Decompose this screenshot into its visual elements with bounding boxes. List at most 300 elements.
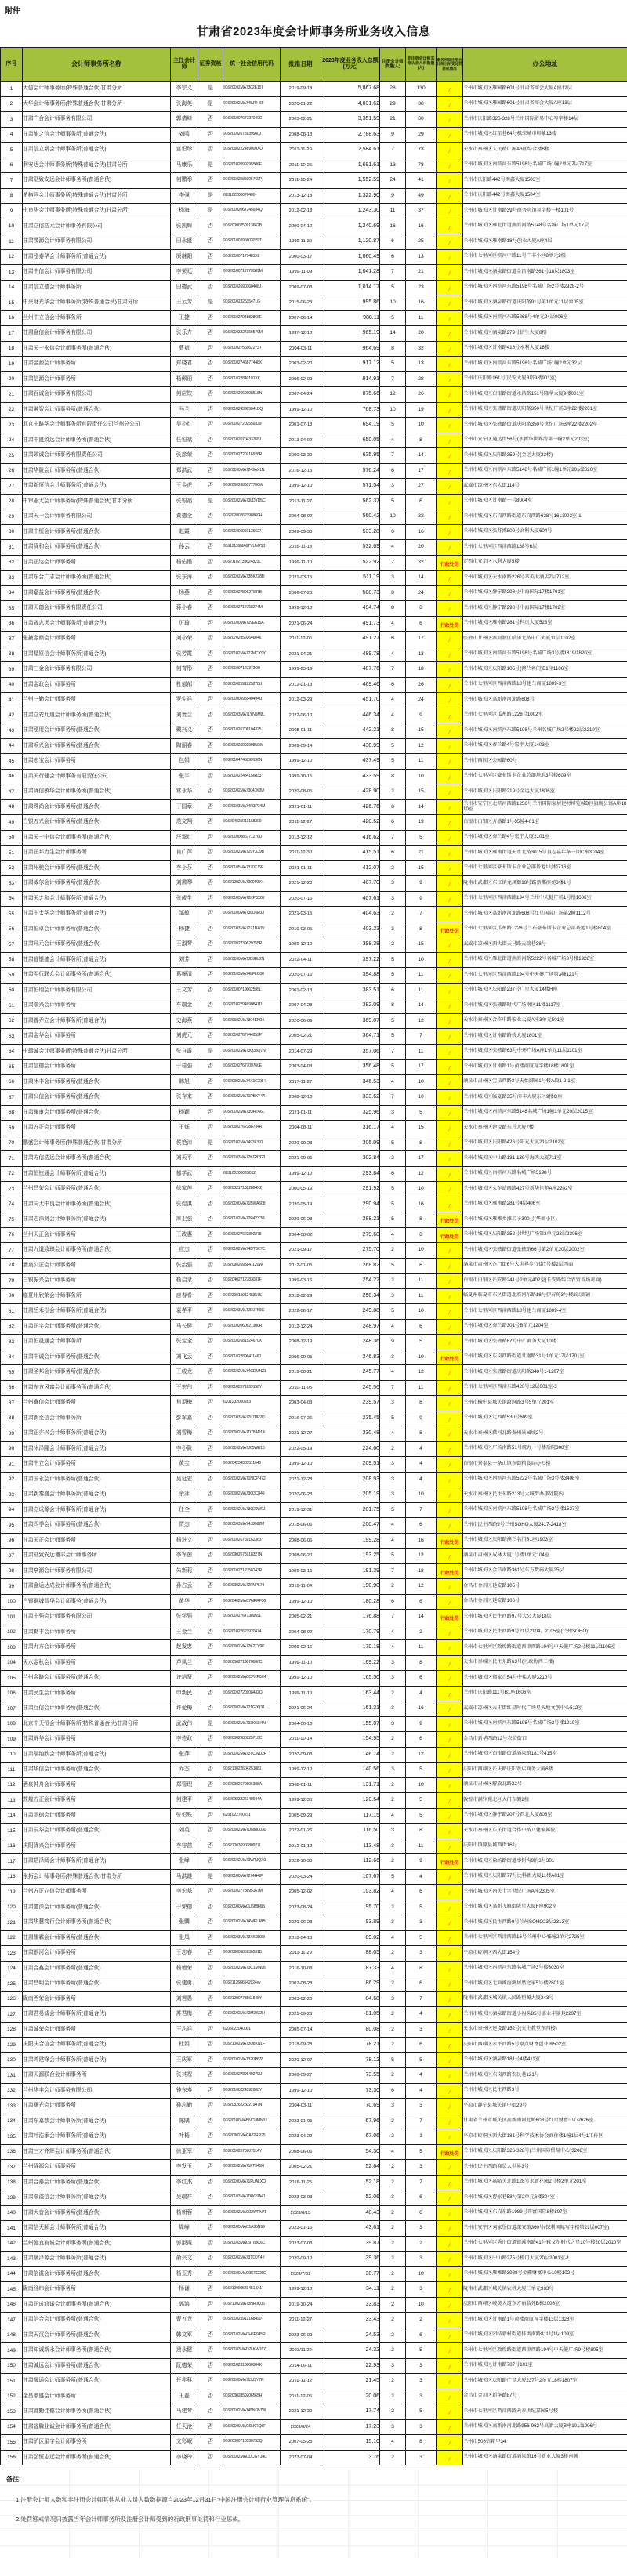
table-cell: 甘肃省志远会计师事务所(普通合伙) [23,616,171,632]
table-cell: 45 [1,754,23,770]
table-cell: 101 [1,1610,23,1625]
table-cell: 8 [380,998,406,1014]
penalty-cell: 行政处罚 [437,1610,463,1625]
table-cell: 2021-12-30 [281,2404,321,2420]
table-cell: 91620102690390850W [223,738,281,754]
table-cell: 陇南市武都区东江镇龙凤街13号路新都滨苑3楼1号 [463,876,627,892]
table-cell: 91620102MA73Q35Q7N [223,1044,281,1060]
table-cell: 41 [1,693,23,708]
penalty-cell: / [437,1732,463,1748]
table-cell: 11 [406,983,437,998]
table-cell: 48.43 [321,2205,380,2221]
table-cell: 兰州市安宁区通达街56号(永新华世界湾第一幢2单元203室) [463,433,627,448]
table-cell: 91620102675907014Y [223,2144,281,2160]
table-cell: 2 [380,1854,406,1870]
penalty-cell: / [437,1671,463,1687]
table-row [1,647,627,662]
table-cell: 2 [380,1243,406,1259]
table-cell: 5 [406,2404,437,2420]
table-cell: 7 [406,1029,437,1045]
table-cell: 2008-06-06 [281,2144,321,2160]
table-row [1,158,627,173]
table-cell: 91620102MA74WEL48B [223,1915,281,1931]
table-cell: 5 [406,2052,437,2068]
table-cell: 张麟 [171,1915,198,1931]
table-cell: 李小芬 [171,860,198,876]
table-cell: 91620102MA722MCX9Y [223,647,281,662]
penalty-cell: / [437,341,463,357]
table-cell: 5 [380,952,406,968]
table-cell: 91620102789649279U [223,2068,281,2084]
table-cell: 于桂强 [171,1060,198,1075]
penalty-cell: / [437,2450,463,2465]
table-cell: 5 [380,310,406,326]
penalty-cell: / [437,830,463,846]
table-cell: 2012-02-18 [281,204,321,219]
table-cell: 否 [198,952,223,968]
note-2: 2.处罚惩戒情况只披露当年会计师事务所及注册会计师受到的行政刑事处罚和行业惩戒。 [16,2516,245,2523]
table-row [1,540,627,556]
table-cell: 92 [1,1472,23,1487]
penalty-cell: / [437,1885,463,1900]
table-cell: 否 [198,983,223,998]
table-cell: 87.33 [321,1961,380,1976]
table-cell: 兰州市城关区南滨河东路5148名城广场1幢1单元20层2015室 [463,1105,627,1121]
table-cell: 2005-09-29 [281,1808,321,1824]
table-cell: 41 [406,173,437,189]
table-cell: 24 [406,585,437,601]
table-cell: 酒泉神舟会计师事务所 [23,1777,171,1793]
table-cell: 2021-01-11 [281,1105,321,1121]
table-cell: 14 [406,799,437,815]
table-cell: 天水市秦州区藉河北路秦州景园城2号 [463,1426,627,1442]
table-cell: 否 [198,2038,223,2053]
table-cell: 91620302MA72FNPL74 [223,1579,281,1595]
table-cell: 1,240.69 [321,219,380,234]
table-cell: 489.78 [321,647,380,662]
penalty-cell: / [437,2404,463,2420]
table-row [1,1426,627,1442]
table-cell: 73.55 [321,2068,380,2084]
column-header: 批准日期 [281,48,321,82]
penalty-cell: / [437,1502,463,1518]
table-cell: 3 [406,1915,437,1931]
table-cell: 97 [1,1549,23,1564]
table-cell: 131 [1,2068,23,2084]
table-row [1,815,627,831]
table-cell: 否 [198,2266,223,2282]
table-cell: 甘肃银河会计师事务所 [23,1946,171,1962]
table-cell: 4 [380,433,406,448]
table-cell: 平凉市崆峒区西大街154号 [463,1946,627,1962]
penalty-cell: / [437,2175,463,2190]
table-cell: 279.68 [321,1227,380,1243]
table-cell: 91620100MACU688H95 [223,1900,281,1915]
penalty-cell: / [437,2236,463,2252]
table-cell: 1999-12-10 [281,1457,321,1473]
table-cell: 张其祝 [171,2068,198,2084]
table-cell: 16 [406,1701,437,1717]
table-cell: 兰州市城关区东岗西路街道甘南路31号1单元17层1701室 [463,1350,627,1365]
table-cell: 否 [198,1258,223,1274]
table-row [1,2435,627,2451]
table-cell: 甘肃中盛致远会计师事务所(普通合伙) [23,433,171,448]
table-cell: 兰州市城关区民主西路3号 [463,2083,627,2099]
notes-section [0,2470,627,2558]
table-row [1,2266,627,2282]
table-cell: 123 [1,1946,23,1962]
table-cell: 112 [1,1777,23,1793]
table-cell: 天水市秦州区建设路152号(天主教堂东四楼) [463,2022,627,2038]
table-cell: 2 [380,2297,406,2313]
table-cell: 230.48 [321,1426,380,1442]
table-row [1,112,627,128]
penalty-cell: / [437,2160,463,2176]
table-cell: 5 [380,357,406,372]
table-cell: 10 [1,219,23,234]
table-cell: 1,691.61 [321,158,380,173]
table-cell: 否 [198,1610,223,1625]
table-cell: 否 [198,2099,223,2114]
table-cell: 兰州市城关区南滨河东路5198号名城广场2号楼1210室 [463,1716,627,1732]
table-cell: 916201007177481X6 [223,249,281,265]
table-cell: 定西市安定区水利大厦5楼 [463,555,627,571]
table-cell: 杨海 [171,204,198,219]
table-cell: 周峰 [171,2221,198,2237]
table-cell: 91620102MA73LDYD5C [223,494,281,509]
table-cell: 甘肃普乔立会计师事务所(普通合伙) [23,1013,171,1029]
table-cell: 7 [406,907,437,922]
table-cell: 包娟 [171,754,198,770]
table-cell: 否 [198,1824,223,1839]
penalty-cell: / [437,494,463,509]
table-cell: 47 [1,784,23,800]
table-cell: 否 [198,1900,223,1915]
table-cell: 3 [380,2099,406,2114]
table-cell: 兰州市民主西路商贸大世界3号 [463,2160,627,2176]
table-cell: 许培贤 [171,1671,198,1687]
table-cell: 2 [380,2404,406,2420]
table-cell: 91620102MA73Q29W9J [223,1502,281,1518]
penalty-cell: / [437,723,463,739]
table-cell: 6 [406,2328,437,2343]
table-cell: 兰州市安宁区刘家堡街道深安路360号(保利国际写字楼第21层007室) [463,2221,627,2237]
table-cell: 否 [198,830,223,846]
table-cell: 21.45 [321,2374,380,2389]
table-cell: 4 [380,708,406,723]
table-cell: 临夏州欣荣会计师事务所 [23,1288,171,1304]
table-cell: 永拓会计师事务所(特殊普通合伙)甘肃分所 [23,1869,171,1885]
table-cell: 965.19 [321,326,380,342]
table-cell: 兰州市城关区静宁路207号西北大厦806室 [463,1808,627,1824]
penalty-cell: / [437,1182,463,1197]
table-cell: 2017-11-27 [281,1074,321,1090]
table-cell: 酒泉市肃州区仓门街6号大世界步行街7号楼2层西面 [463,1258,627,1274]
table-cell: 兰州市城关区庆阳路77号比科新大厦11楼A01室 [463,1869,627,1885]
table-cell: 2000-05-19 [281,1182,321,1197]
table-cell: 2014-07-29 [281,1044,321,1060]
table-cell: 268.82 [321,1258,380,1274]
table-cell: 何应钦 [171,387,198,403]
table-cell: 王志春 [171,1946,198,1962]
table-cell: 91620200762398860H [223,509,281,525]
table-cell: 143 [1,2252,23,2267]
table-cell: 3 [380,2190,406,2206]
table-cell: 6 [380,632,406,647]
penalty-cell: / [437,1747,463,1763]
table-row [1,1274,627,1289]
table-row [1,632,627,647]
table-cell: 田永盛 [171,234,198,250]
table-cell: 91620402MAC7NRRF90 [223,1594,281,1610]
penalty-cell: / [437,1625,463,1640]
table-cell: 91620102316060384K [223,2358,281,2374]
table-cell: 3 [406,2389,437,2404]
table-cell: 208.93 [321,1472,380,1487]
table-cell: 138 [1,2175,23,2190]
table-cell: 91620502762388734R [223,1121,281,1136]
table-cell: 李佐政 [171,1732,198,1748]
table-cell: 2008-06-20 [281,1549,321,1564]
table-cell: 6 [380,234,406,250]
table-cell: 兰州市508信箱甲34 [463,2435,627,2451]
table-row [1,1915,627,1931]
table-cell: 91620100MA7249AX1N [223,463,281,479]
table-cell: 19 [406,815,437,831]
table-cell: 兰州市城关区酒泉路279号信生大厦8楼 [463,326,627,342]
penalty-cell: / [437,1900,463,1915]
table-cell: 2008-06-06 [281,1533,321,1549]
table-cell: 91620103MAC9T88C6C [223,2236,281,2252]
table-cell: 富恒珍 [171,143,198,158]
penalty-cell: / [437,1090,463,1106]
table-cell: 武战伟 [171,1716,198,1732]
table-cell: 大信会计师事务所(特殊普通合伙)甘肃分所 [23,82,171,97]
table-cell: 17 [406,632,437,647]
penalty-cell: / [437,1976,463,1992]
table-cell: 5 [380,1029,406,1045]
table-cell: 109 [1,1732,23,1748]
table-cell: 否 [198,1991,223,2007]
table-cell: 190.90 [321,1579,380,1595]
table-cell: 2020-12-07 [281,2052,321,2068]
table-cell: 否 [198,1502,223,1518]
table-cell: 张芳霞 [171,647,198,662]
table-cell: 91620502719070636C [223,1655,281,1671]
penalty-cell: / [437,1457,463,1473]
table-cell: 2 [380,2221,406,2237]
table-cell: 白银振兴会计师事务所 [23,1274,171,1289]
table-cell: 2018-04-13 [281,1930,321,1946]
table-cell: 否 [198,1777,223,1793]
penalty-cell: / [437,799,463,815]
table-cell: 91610116MA6TYUM790 [223,540,281,556]
table-cell: 8 [380,585,406,601]
table-cell: 甘肃信立新会计师事务所(普通合伙) [23,143,171,158]
table-row [1,2007,627,2023]
table-cell: 兰州市城关区酒泉路街道酒泉路16号新业大厦3楼南侧 [463,2450,627,2465]
table-cell: 甘肃励致安远谨丰会计师事务所 [23,1549,171,1564]
table-cell: 张掖市甘州区滨河新区临泽北路中广大厦11层1102室 [463,632,627,647]
table-cell: 兰州市城关区静宁路298号中海国际17楼1701室 [463,585,627,601]
table-cell: 91620100MA7JB9EL2N [223,952,281,968]
table-row [1,1747,627,1763]
table-row [1,983,627,998]
table-cell: 91620103MA74R3P24M [223,799,281,815]
table-cell: 91620105MAC1A95N99 [223,2221,281,2237]
table-cell: 兰州市城关区甘南路1号黄楼商厦写字楼13层1328室 [463,2313,627,2328]
table-cell: 1999-12-10 [281,2083,321,2099]
table-cell: 2020-06-23 [281,1212,321,1228]
table-cell: 白银市白银区万盛路1号05幢4-01室 [463,815,627,831]
table-cell: 9 [380,188,406,204]
table-cell: 庆阳市镇原县城西街16号 [463,1839,627,1854]
table-cell: 170.79 [321,1625,380,1640]
table-cell: 91620602739629755R [223,937,281,953]
table-cell: 2 [380,2129,406,2145]
table-cell: 2009-09-14 [281,738,321,754]
table-cell: 甘肃君易诚会计师事务所(普通合伙) [23,2007,171,2023]
table-cell: 甘肃辰华会计师事务所(普通合伙) [23,1824,171,1839]
table-cell: 否 [198,219,223,234]
table-cell: 394.88 [321,968,380,984]
table-cell: 127 [1,2007,23,2023]
table-cell: 23 [406,280,437,295]
table-cell: 否 [198,1029,223,1045]
table-cell: 甘肃晟通会计师事务所(普通合伙) [23,2374,171,2389]
table-cell: 24 [380,173,406,189]
table-cell: 72 [1,1166,23,1182]
table-cell: 否 [198,1243,223,1259]
table-cell: 2006-09-27 [281,2068,321,2084]
table-cell: 119 [1,1885,23,1900]
table-cell: 邹敏 [171,907,198,922]
table-cell: 128 [1,2022,23,2038]
table-cell: 91620902MA74X1GX8H [223,1074,281,1090]
table-cell: 80 [406,112,437,128]
table-cell: 91620105MA7370XJ6P [223,860,281,876]
table-cell: 兰州市城关区秦兰路301号B单元1204室 [463,1319,627,1335]
table-cell: 5 [380,1411,406,1426]
table-cell: 5 [406,1335,437,1350]
table-row [1,219,627,234]
penalty-cell: / [437,2435,463,2451]
table-cell: 8 [406,1258,437,1274]
column-header: 序号 [1,48,23,82]
table-cell: 2021-09-17 [281,1243,321,1259]
table-cell: 88.05 [321,1946,380,1962]
table-cell: 兰州市城关区雁南路281号4层406室 [463,1197,627,1212]
table-cell: 916210022604251081 [223,1763,281,1778]
table-cell: 357.06 [321,1044,380,1060]
table-cell: 甘肃尚德会计师事务所 [23,1808,171,1824]
table-cell: 3 [380,2358,406,2374]
table-cell: 2020-06-23 [281,1487,321,1503]
table-cell: 兰州市城关区张掖路街道庆阳路350号世纪广场B座22楼2202室 [463,418,627,433]
table-cell: 146.74 [321,1747,380,1763]
table-row [1,2419,627,2435]
table-cell: 29 [1,509,23,525]
penalty-cell: / [437,632,463,647]
table-cell: 4 [380,1518,406,1534]
table-cell: 甘肃星原信会计师事务所(普通合伙) [23,647,171,662]
table-cell: 甘肃瑞溢信会计师事务所(普通合伙) [23,2190,171,2206]
table-cell: 2011-12-06 [281,632,321,647]
table-cell: 甘肃四季会计师事务所(普通合伙) [23,1518,171,1534]
table-cell: 205.19 [321,1487,380,1503]
penalty-cell: / [437,524,463,540]
table-cell: 甘肃天一永信会计师事务所(普通合伙) [23,341,171,357]
table-cell: 马建琴 [171,2404,198,2420]
table-row [1,1518,627,1534]
table-cell: 兰州市城关区中山路131-139号海鸿大厦711室 [463,1151,627,1167]
table-cell: 临夏州临夏市东区街道北滨河东路18号伊春苑3号楼2层商铺 [463,1288,627,1304]
table-cell: 张银福 [171,494,198,509]
penalty-cell: / [437,1243,463,1259]
table-cell: 1999-12-10 [281,2282,321,2298]
penalty-cell: / [437,784,463,800]
table-row [1,2205,627,2221]
table-cell: 兰州市城关区民主西路9号兰州SOHO23层2313室 [463,1915,627,1931]
table-row [1,249,627,265]
penalty-cell: / [437,754,463,770]
table-cell: 91620100MA719J9Y7R [223,2374,281,2389]
table-cell: 91620100595540494U [223,693,281,708]
table-cell: 酒泉公正会计师事务所 [23,1258,171,1274]
table-cell: 甘肃立成源会计师事务所(普通合伙) [23,1502,171,1518]
table-cell: 否 [198,555,223,571]
table-row [1,2038,627,2053]
table-row [1,326,627,342]
table-cell: 5 [380,1212,406,1228]
table-cell: 否 [198,1060,223,1075]
table-cell: 4 [380,1426,406,1442]
table-cell: 刘芳 [171,952,198,968]
table-cell: 7 [380,555,406,571]
table-cell: 2011-10-14 [281,1732,321,1748]
table-cell: 141 [1,2221,23,2237]
table-cell: 11 [1,234,23,250]
table-cell: 否 [198,1182,223,1197]
table-row [1,1288,627,1304]
table-cell: 许爱梅 [171,1701,198,1717]
table-cell: 原继阳 [171,249,198,265]
table-cell: 3 [380,1839,406,1854]
table-cell: 否 [198,616,223,632]
table-cell: 任兆科 [171,2374,198,2389]
table-cell: 104 [1,1655,23,1671]
table-cell: 否 [198,1411,223,1426]
table-cell: 否 [198,1594,223,1610]
table-cell: 甘肃天一会计师事务有限公司 [23,509,171,525]
table-cell: 吴延宏 [171,1472,198,1487]
table-row [1,2129,627,2145]
table-cell: 黄华 [171,1594,198,1610]
table-cell: 甘肃东合广志会计师事务所(普通合伙) [23,571,171,586]
table-cell: 5 [406,2144,437,2160]
table-cell: 甘肃中立会计师事务所 [23,1457,171,1473]
table-cell: 916201026759162363 [223,1533,281,1549]
table-cell: 83 [1,1335,23,1350]
table-cell: 否 [198,1671,223,1687]
table-cell: 14 [406,998,437,1014]
penalty-cell: / [437,2022,463,2038]
table-cell: 235.45 [321,1411,380,1426]
table-cell: 91620102767738959L [223,1610,281,1625]
table-cell: 甘肃泓泰华会计师事务所(普通合伙) [23,249,171,265]
table-row [1,1824,627,1839]
penalty-cell: / [437,219,463,234]
